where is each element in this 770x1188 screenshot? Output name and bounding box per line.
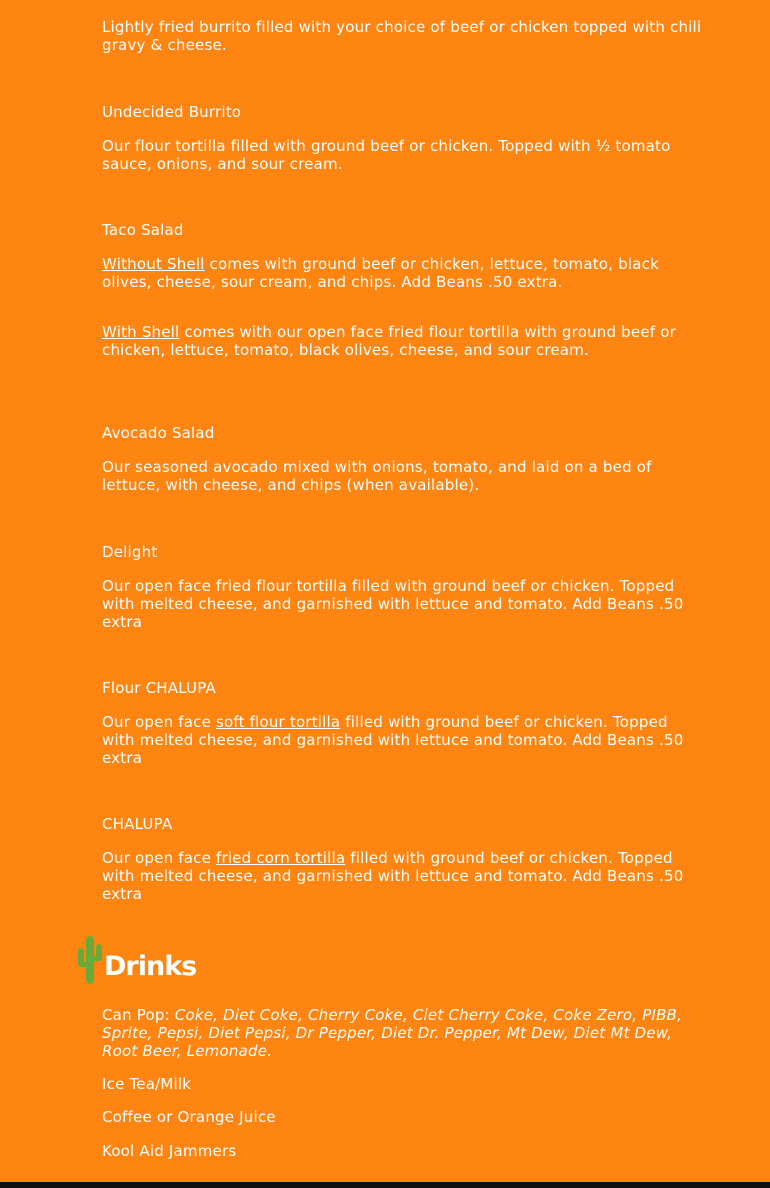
menu-item-title: Flour CHALUPA [102, 679, 216, 697]
bottom-bar [0, 1182, 770, 1188]
menu-item-description [102, 849, 702, 903]
drink-item: Ice Tea/Milk [102, 1075, 192, 1093]
without-shell-text: comes with ground beef or chicken, lettuce, tomato, black olives, cheese, sour cream, and chips. Add Beans .50 extra. [102, 255, 659, 291]
menu-item-title: Undecided Burrito [102, 103, 242, 121]
drinks-title: Drinks [104, 951, 197, 982]
menu-item-title: Taco Salad [102, 221, 184, 239]
menu-item-description: Our flour tortilla filled with ground beef or chicken. Topped with ½ tomato sauce, onions, and sour cream. [102, 137, 671, 173]
drink-item: Coffee or Orange Juice [102, 1108, 276, 1126]
description-prefix: Our open face [102, 849, 216, 867]
menu-item-title: CHALUPA [102, 815, 173, 833]
drinks-heading [76, 930, 196, 984]
menu-item-description [102, 713, 702, 767]
menu-item-description-without-shell [102, 255, 702, 291]
menu-item-chili-burrito [102, 18, 702, 54]
menu-item-title: Delight [102, 543, 158, 561]
menu-item-description: Lightly fried burrito filled with your choice of beef or chicken topped with chili gravy & cheese. [102, 18, 702, 54]
with-shell-link[interactable]: With Shell [102, 323, 180, 341]
menu-item-taco-salad [102, 221, 702, 359]
soft-flour-tortilla-link[interactable]: soft flour tortilla [215, 713, 341, 731]
description-suffix: filled with ground beef or chicken. Topped with melted cheese, and garnished with lettuce and tomato. Add Beans .50 extra [102, 849, 684, 903]
menu-item-undecided-burrito [102, 103, 702, 173]
menu-item-flour-chalupa [102, 679, 702, 767]
can-pop-label: Can Pop: [102, 1006, 175, 1024]
can-pop-list: Coke, Diet Coke, Cherry Coke, Ciet Cherry Coke, Coke Zero, PIBB, Sprite, Pepsi, Diet Pepsi, Dr Pepper, Diet Dr. Pepper, Mt Dew, Diet Mt Dew, Root Beer, Lemonade. [102, 1006, 683, 1060]
menu-item-description: Our seasoned avocado mixed with onions, tomato, and laid on a bed of lettuce, with cheese, and chips (when available). [102, 458, 652, 494]
menu-item-chalupa [102, 815, 702, 903]
can-pop-row [102, 1006, 702, 1060]
menu-item-description: Our open face fried flour tortilla filled with ground beef or chicken. Topped with melted cheese, and garnished with lettuce and tomato. Add Beans .50 extra [102, 577, 684, 631]
with-shell-text: comes with our open face fried flour tortilla with ground beef or chicken, lettuce, tomato, black olives, cheese, and sour cream. [102, 323, 676, 359]
menu-item-avocado-salad [102, 424, 702, 494]
menu-item-delight [102, 543, 702, 631]
without-shell-link[interactable]: Without Shell [102, 255, 205, 273]
menu-item-description-with-shell [102, 323, 702, 359]
description-prefix: Our open face [102, 713, 216, 731]
menu-item-title: Avocado Salad [102, 424, 215, 442]
cactus-icon [76, 932, 104, 984]
fried-corn-tortilla-link[interactable]: fried corn tortilla [215, 849, 346, 867]
drink-item: Kool Aid Jammers [102, 1142, 237, 1160]
description-suffix: filled with ground beef or chicken. Topped with melted cheese, and garnished with lettuce and tomato. Add Beans .50 extra [102, 713, 684, 767]
